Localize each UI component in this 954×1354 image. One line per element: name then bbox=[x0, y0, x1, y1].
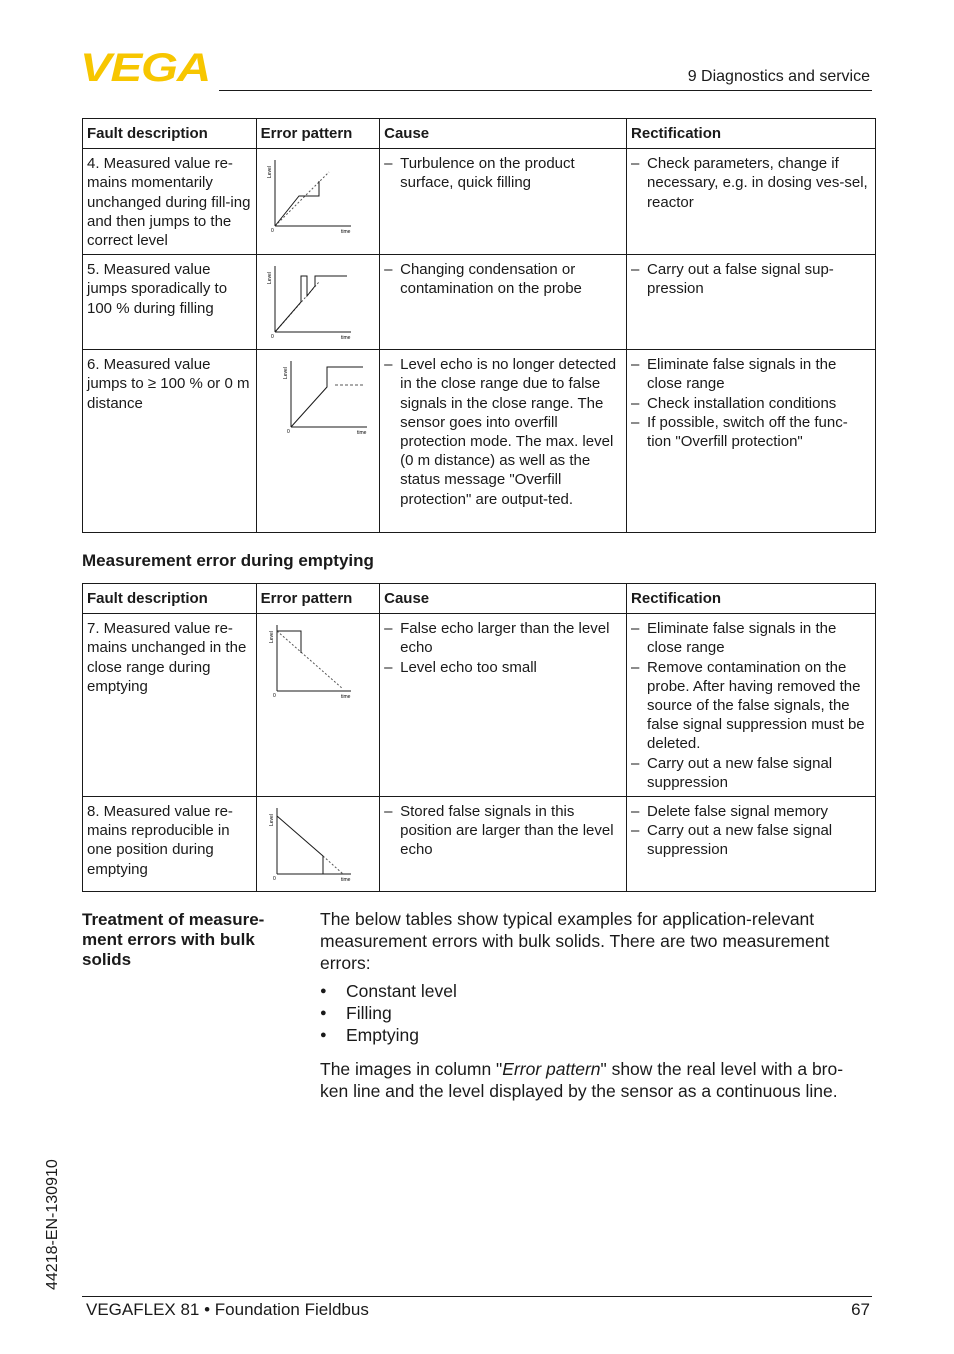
fault-description: 4. Measured value re-mains momentarily unchanged during fill-ing and then jumps to the correct level bbox=[83, 149, 257, 255]
rectification-item: – Carry out a new false signal suppression bbox=[631, 821, 871, 859]
list-item: ● Emptying bbox=[320, 1024, 860, 1046]
note-text-start: The images in column " bbox=[320, 1059, 503, 1079]
fault-description: 6. Measured value jumps to ≥ 100 % or 0 m distance bbox=[83, 350, 257, 533]
rectification-cell bbox=[627, 255, 876, 350]
rectification-item: – Carry out a new false signal suppression bbox=[631, 754, 871, 792]
rectification-item: – Eliminate false signals in the close range bbox=[631, 355, 871, 393]
displayed-level-line bbox=[275, 276, 347, 332]
table-row bbox=[83, 614, 876, 797]
y-axis-label: Level bbox=[266, 272, 273, 285]
rectification-item: – Check installation conditions bbox=[631, 394, 871, 413]
footer-divider bbox=[82, 1296, 872, 1297]
section-title: 9 Diagnostics and service bbox=[687, 68, 870, 85]
rectification-item: – Remove contamination on the probe. After having removed the source of the false signals, the false signal suppression must be deleted. bbox=[631, 658, 871, 754]
svg-text:VEGA: VEGA bbox=[80, 50, 210, 84]
cause-item: – Changing condensation or contamination on the probe bbox=[384, 260, 622, 298]
table-row bbox=[83, 255, 876, 350]
list-item: ● Constant level bbox=[320, 980, 860, 1002]
product-name: VEGAFLEX 81 • Foundation Fieldbus bbox=[86, 1300, 369, 1319]
displayed-level-line bbox=[291, 367, 363, 427]
error-pattern-cell bbox=[256, 350, 379, 533]
col-header-pattern: Error pattern bbox=[256, 119, 379, 149]
table-row bbox=[83, 797, 876, 892]
rectification-cell bbox=[627, 149, 876, 255]
col-header-fault: Fault description bbox=[83, 584, 257, 614]
x-axis-label: time bbox=[340, 335, 351, 342]
rectification-item: – Delete false signal memory bbox=[631, 802, 871, 821]
list-item: ● Filling bbox=[320, 1002, 860, 1024]
error-pattern-cell bbox=[256, 255, 379, 350]
origin-label: 0 bbox=[272, 693, 276, 700]
error-pattern-chart bbox=[267, 156, 357, 238]
displayed-level-line bbox=[277, 816, 323, 874]
error-pattern-chart bbox=[267, 262, 357, 344]
page-number: 67 bbox=[851, 1300, 870, 1319]
y-axis-label: Level bbox=[282, 367, 289, 380]
filling-errors-table bbox=[82, 118, 876, 533]
real-level-line bbox=[277, 631, 343, 689]
error-pattern-chart bbox=[267, 804, 357, 886]
document-code: 44218-EN-130910 bbox=[44, 1159, 61, 1290]
fault-description: 5. Measured value jumps sporadically to 100 % during filling bbox=[83, 255, 257, 350]
header-divider bbox=[219, 90, 872, 91]
bulk-solids-heading: Treatment of measure-ment errors with bulk solids bbox=[82, 910, 265, 969]
rectification-item: – Eliminate false signals in the close range bbox=[631, 619, 871, 657]
col-header-rectification: Rectification bbox=[627, 584, 876, 614]
x-axis-label: time bbox=[340, 694, 351, 701]
fault-description: 7. Measured value re-mains unchanged in the close range during emptying bbox=[83, 614, 257, 797]
y-axis-label: Level bbox=[268, 631, 275, 644]
cause-item: – False echo larger than the level echo bbox=[384, 619, 622, 657]
origin-label: 0 bbox=[286, 429, 290, 436]
y-axis-label: Level bbox=[268, 814, 275, 827]
note-paragraph bbox=[320, 1058, 860, 1102]
cause-item: – Level echo is no longer detected in the close range due to false signals in the close range. The sensor goes into overfill protection mode. The max. level (0 m distance) as well as the status message "Overfill protection" are output-ted. bbox=[384, 355, 622, 509]
note-text-end: " show the real level with a bro-ken line and the level displayed by the sensor as a continuous line. bbox=[320, 1059, 844, 1101]
cause-item: – Stored false signals in this position are larger than the level echo bbox=[384, 802, 622, 860]
error-pattern-chart bbox=[283, 357, 373, 439]
fault-description: 8. Measured value re-mains reproducible in one position during emptying bbox=[83, 797, 257, 892]
error-types-list bbox=[320, 980, 860, 1046]
real-level-line bbox=[323, 856, 343, 874]
error-pattern-cell bbox=[256, 149, 379, 255]
cause-cell bbox=[380, 255, 627, 350]
cause-cell bbox=[380, 614, 627, 797]
section-subheading: Measurement error during emptying bbox=[82, 551, 374, 570]
error-pattern-chart bbox=[267, 621, 357, 703]
x-axis-label: time bbox=[340, 229, 351, 236]
cause-item: – Level echo too small bbox=[384, 658, 622, 677]
origin-label: 0 bbox=[270, 228, 274, 235]
col-header-cause: Cause bbox=[380, 119, 627, 149]
rectification-item: – Check parameters, change if necessary, e.g. in dosing ves-sel, reactor bbox=[631, 154, 871, 212]
note-italic: Error pattern bbox=[502, 1059, 601, 1079]
table-header-row bbox=[83, 119, 876, 149]
intro-paragraph: The below tables show typical examples for application-relevant measurement errors with bulk solids. There are two measurement errors: bbox=[320, 909, 830, 973]
cause-cell bbox=[380, 149, 627, 255]
col-header-rectification: Rectification bbox=[627, 119, 876, 149]
rectification-cell bbox=[627, 797, 876, 892]
cause-cell bbox=[380, 350, 627, 533]
x-axis-label: time bbox=[340, 877, 351, 884]
error-pattern-cell bbox=[256, 614, 379, 797]
origin-label: 0 bbox=[270, 334, 274, 341]
real-level-line bbox=[275, 172, 329, 226]
rectification-item: – If possible, switch off the func-tion "Overfill protection" bbox=[631, 413, 871, 451]
emptying-errors-table bbox=[82, 583, 876, 892]
col-header-cause: Cause bbox=[380, 584, 627, 614]
rectification-item: – Carry out a false signal sup-pression bbox=[631, 260, 871, 298]
origin-label: 0 bbox=[272, 876, 276, 883]
cause-cell bbox=[380, 797, 627, 892]
table-header-row bbox=[83, 584, 876, 614]
table-row bbox=[83, 350, 876, 533]
bulk-solids-body bbox=[320, 908, 860, 1102]
table-row bbox=[83, 149, 876, 255]
x-axis-label: time bbox=[356, 430, 367, 437]
col-header-fault: Fault description bbox=[83, 119, 257, 149]
col-header-pattern: Error pattern bbox=[256, 584, 379, 614]
cause-item: – Turbulence on the product surface, quick filling bbox=[384, 154, 622, 192]
rectification-cell bbox=[627, 350, 876, 533]
rectification-cell bbox=[627, 614, 876, 797]
vega-logo bbox=[80, 50, 212, 84]
error-pattern-cell bbox=[256, 797, 379, 892]
y-axis-label: Level bbox=[266, 166, 273, 179]
